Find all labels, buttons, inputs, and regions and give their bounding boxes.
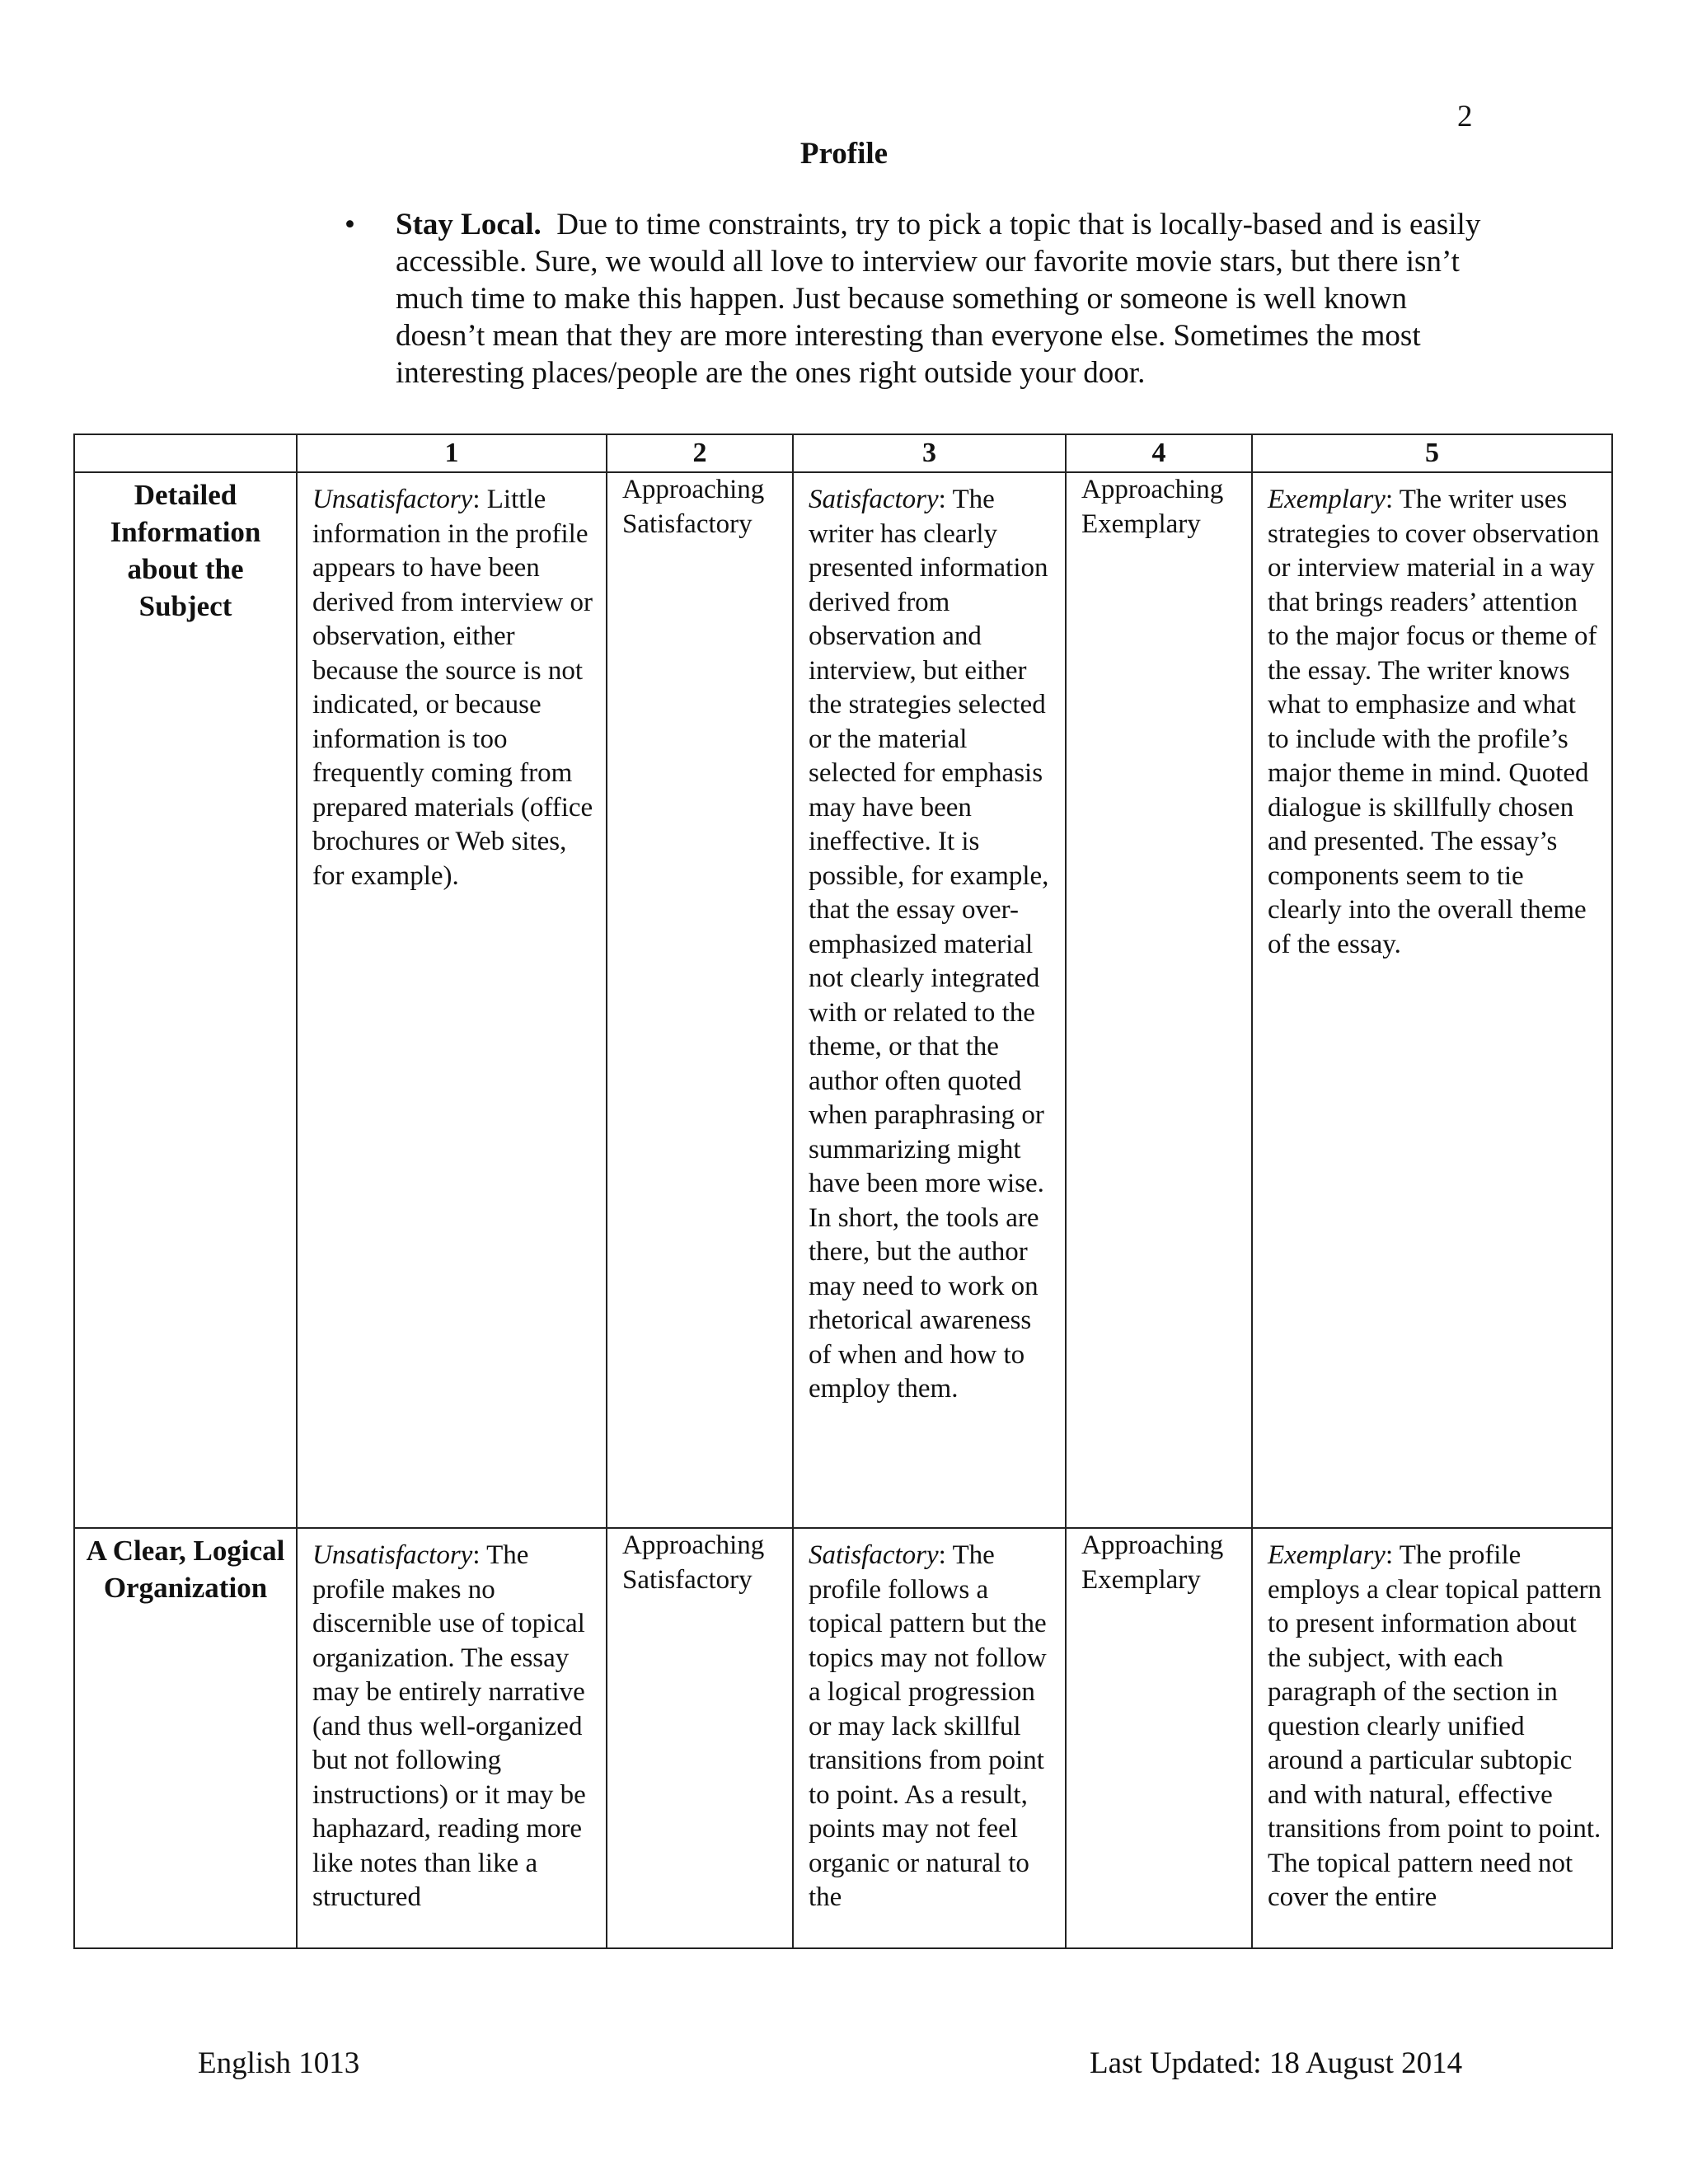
- criterion-cell: A Clear, Logical Organization: [74, 1528, 297, 1948]
- score-label: Exemplary: [1268, 485, 1386, 514]
- header-cell-blank: [74, 434, 297, 472]
- page-number: 2: [1457, 100, 1473, 134]
- header-cell-3: 3: [793, 434, 1066, 472]
- score-4-cell: Approaching Exemplary: [1066, 1528, 1252, 1948]
- bullet-text: Due to time constraints, try to pick a topic that is locally-based and is easily accessible. Sure, we would all love to interview our favorite movie stars, but there isn’t much time to make this happen. Just because something or someone is well known doesn’t mean that they are more interesting than everyone else. Sometimes the most interesting places/people are the ones right outside your door.: [396, 208, 1481, 390]
- criterion-cell: Detailed Information about the Subject: [74, 472, 297, 1528]
- footer-course: English 1013: [198, 2046, 360, 2080]
- score-label: Satisfactory: [809, 1540, 939, 1570]
- score-4-cell: Approaching Exemplary: [1066, 472, 1252, 1528]
- score-label: Exemplary: [1268, 1540, 1386, 1570]
- score-5-cell: [1252, 472, 1612, 1528]
- rubric-header-row: [74, 434, 1612, 472]
- score-description: : Little information in the profile appears to have been derived from interview or observation, either because the source is not indicated, or because information is too frequently coming from prepared materials (office brochures or Web sites, for example).: [312, 485, 593, 891]
- rubric-row-logical-organization: [74, 1528, 1612, 1948]
- header-cell-4: 4: [1066, 434, 1252, 472]
- header-cell-2: 2: [607, 434, 793, 472]
- score-3-cell: [793, 472, 1066, 1528]
- page-title: Profile: [799, 137, 889, 171]
- score-description: : The profile employs a clear topical pattern to present information about the subject, with each paragraph of the section in question clearly unified around a particular subtopic and with natural, effective transitions from point to point. The topical pattern need not cover the entire: [1268, 1540, 1601, 1912]
- header-cell-1: 1: [297, 434, 607, 472]
- score-label: Unsatisfactory: [312, 1540, 473, 1570]
- bullet-lead: Stay Local.: [396, 208, 542, 241]
- score-5-cell: [1252, 1528, 1612, 1948]
- score-2-cell: Approaching Satisfactory: [607, 472, 793, 1528]
- score-description: : The writer has clearly presented information derived from observation and interview, but either the strategies selected or the material selected for emphasis may have been ineffective. It is possible, for example, that the essay over-emphasized material not clearly integrated with or related to the theme, or that the author often quoted when paraphrasing or summarizing might have been more wise. In short, the tools are there, but the author may need to work on rhetorical awareness of when and how to employ them.: [809, 485, 1049, 1404]
- bullet-paragraph: [396, 206, 1482, 391]
- score-description: : The profile makes no discernible use of topical organization. The essay may be entirely narrative (and thus well-organized but not following instructions) or it may be haphazard, reading more like notes than like a structured: [312, 1540, 586, 1912]
- bullet-icon: •: [345, 208, 355, 241]
- score-3-cell: [793, 1528, 1066, 1948]
- score-1-cell: [297, 472, 607, 1528]
- footer-last-updated: Last Updated: 18 August 2014: [1090, 2046, 1463, 2080]
- score-1-cell: [297, 1528, 607, 1948]
- score-label: Unsatisfactory: [312, 485, 473, 514]
- score-label: Satisfactory: [809, 485, 939, 514]
- score-2-cell: Approaching Satisfactory: [607, 1528, 793, 1948]
- score-description: : The writer uses strategies to cover observation or interview material in a way that brings readers’ attention to the major focus or theme of the essay. The writer knows what to emphasize and what to include with the profile’s major theme in mind. Quoted dialogue is skillfully chosen and presented. The essay’s components seem to tie clearly into the overall theme of the essay.: [1268, 485, 1600, 959]
- rubric-table: [73, 434, 1613, 1949]
- bullet-item: [345, 206, 1482, 391]
- score-description: : The profile follows a topical pattern but the topics may not follow a logical progression or may lack skillful transitions from point to point. As a result, points may not feel organic or natural to the: [809, 1540, 1047, 1912]
- rubric-row-detailed-information: [74, 472, 1612, 1528]
- header-cell-5: 5: [1252, 434, 1612, 472]
